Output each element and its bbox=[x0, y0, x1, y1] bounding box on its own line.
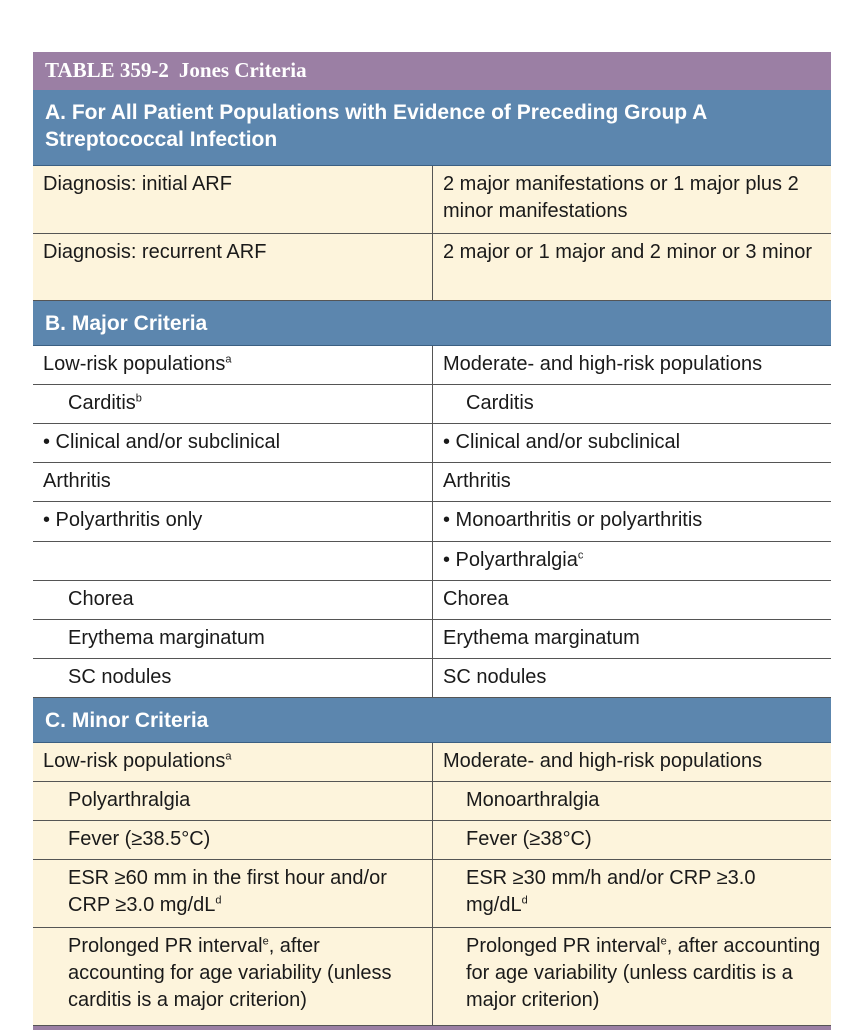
table-cell bbox=[433, 928, 831, 1025]
cell-text: Low-risk populations bbox=[43, 750, 226, 772]
table-row bbox=[33, 860, 831, 928]
table-number: TABLE 359-2 bbox=[45, 58, 169, 82]
cell-text: Prolonged PR interval bbox=[466, 935, 661, 957]
footnote-mark: a bbox=[225, 750, 232, 763]
table-cell: • Polyarthritis only bbox=[33, 502, 433, 541]
table-cell: Fever (≥38°C) bbox=[466, 828, 592, 850]
footnote-mark: e bbox=[660, 935, 667, 948]
footnote-mark: b bbox=[135, 392, 142, 405]
jones-criteria-table bbox=[33, 52, 831, 1030]
table-cell: Fever (≥38.5°C) bbox=[33, 821, 433, 859]
footnote-mark: d bbox=[215, 894, 222, 907]
cell-text: ESR ≥60 mm in the first hour and/or CRP ≥3.0 mg/dL bbox=[68, 867, 387, 916]
table-cell: Diagnosis: initial ARF bbox=[33, 166, 433, 233]
table-name: Jones Criteria bbox=[178, 58, 307, 82]
cell-text: Carditis bbox=[68, 392, 136, 414]
cell-text: , after accounting for age variability (unless carditis is a major criterion) bbox=[68, 935, 392, 1011]
table-cell bbox=[33, 743, 433, 781]
footnote-mark: d bbox=[521, 894, 528, 907]
table-row bbox=[33, 234, 831, 301]
table-row bbox=[33, 743, 831, 782]
table-cell: Monoarthralgia bbox=[466, 789, 600, 811]
table-cell: Moderate- and high-risk populations bbox=[443, 750, 763, 772]
cell-text: ESR ≥30 mm/h and/or CRP ≥3.0 mg/dL bbox=[466, 867, 756, 916]
table-cell: • Clinical and/or subclinical bbox=[33, 424, 433, 462]
table-cell: Polyarthralgia bbox=[33, 782, 433, 820]
table-cell: Chorea bbox=[443, 588, 509, 610]
table-row bbox=[33, 620, 831, 659]
cell-text: Low-risk populations bbox=[43, 353, 226, 375]
table-row bbox=[33, 166, 831, 234]
table-cell bbox=[33, 860, 433, 927]
table-row bbox=[33, 385, 831, 424]
table-cell: Erythema marginatum bbox=[33, 620, 433, 658]
table-row bbox=[33, 346, 831, 385]
table-row bbox=[33, 659, 831, 698]
table-cell: SC nodules bbox=[443, 666, 547, 688]
table-cell bbox=[33, 542, 433, 580]
table-row bbox=[33, 463, 831, 502]
table-cell bbox=[33, 928, 433, 1025]
table-row bbox=[33, 928, 831, 1026]
table-bottom-rule bbox=[33, 1026, 831, 1030]
table-cell: Arthritis bbox=[33, 463, 433, 501]
table-row bbox=[33, 424, 831, 463]
table-cell: Diagnosis: recurrent ARF bbox=[33, 234, 433, 300]
table-cell: Chorea bbox=[33, 581, 433, 619]
section-b-heading: B. Major Criteria bbox=[33, 301, 831, 346]
table-cell bbox=[33, 385, 433, 423]
table-row bbox=[33, 581, 831, 620]
footnote-mark: a bbox=[225, 353, 232, 366]
cell-text: Prolonged PR interval bbox=[68, 935, 263, 957]
table-row bbox=[33, 502, 831, 542]
table-cell: Moderate- and high-risk populations bbox=[443, 353, 763, 375]
table-cell: 2 major or 1 major and 2 minor or 3 minor bbox=[443, 241, 813, 263]
cell-text: , after accounting for age variability (unless carditis is a major criterion) bbox=[466, 935, 821, 1011]
table-cell: Erythema marginatum bbox=[443, 627, 640, 649]
table-title bbox=[33, 52, 831, 90]
section-c-heading: C. Minor Criteria bbox=[33, 698, 831, 743]
table-cell: 2 major manifestations or 1 major plus 2 minor manifestations bbox=[443, 173, 799, 222]
cell-text: • Polyarthralgia bbox=[443, 549, 578, 571]
table-row bbox=[33, 782, 831, 821]
table-cell bbox=[33, 346, 433, 384]
table-cell: SC nodules bbox=[33, 659, 433, 697]
table-row bbox=[33, 821, 831, 860]
table-cell: • Clinical and/or subclinical bbox=[443, 431, 681, 453]
section-a-heading: A. For All Patient Populations with Evidence of Preceding Group A Streptococcal Infection bbox=[33, 90, 831, 166]
table-cell: Carditis bbox=[466, 392, 534, 414]
table-cell: • Monoarthritis or polyarthritis bbox=[443, 509, 703, 531]
table-row bbox=[33, 542, 831, 581]
footnote-mark: e bbox=[262, 935, 269, 948]
table-cell bbox=[433, 860, 831, 927]
table-cell: Arthritis bbox=[443, 470, 511, 492]
footnote-mark: c bbox=[577, 549, 584, 562]
table-cell bbox=[433, 542, 831, 580]
